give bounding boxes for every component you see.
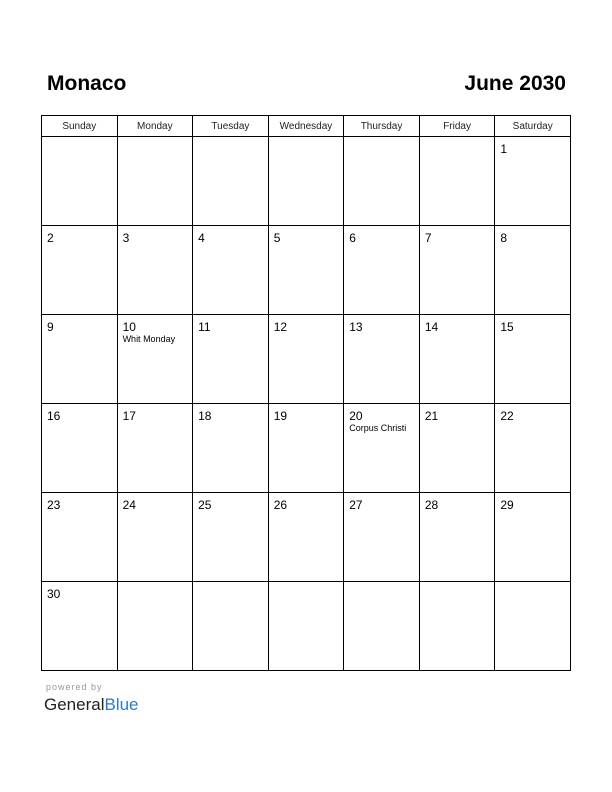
day-number: 1: [500, 142, 508, 156]
day-cell: [344, 315, 420, 404]
weekday-header: Wednesday: [268, 116, 344, 137]
week-row: [42, 137, 571, 226]
week-row: [42, 315, 571, 404]
day-number: [344, 137, 419, 142]
day-cell: [193, 315, 269, 404]
day-number: [269, 137, 344, 142]
day-number: [420, 137, 495, 142]
day-number: 23: [47, 498, 61, 512]
day-number: [42, 137, 117, 142]
powered-by-label: powered by: [46, 682, 103, 692]
day-cell: [344, 404, 420, 493]
day-number: 8: [500, 231, 508, 245]
day-number: 17: [122, 409, 136, 423]
holiday-label: Whit Monday: [122, 334, 176, 344]
day-number: [118, 137, 193, 142]
day-number: 15: [500, 320, 514, 334]
weekday-header-row: [42, 116, 571, 137]
day-number: 11: [198, 320, 211, 334]
weekday-header: Monday: [117, 116, 193, 137]
day-cell: [117, 315, 193, 404]
day-cell: [419, 493, 495, 582]
day-number: [118, 582, 193, 587]
day-cell: [419, 404, 495, 493]
brand-blue-text: Blue: [104, 695, 139, 714]
day-number: 7: [424, 231, 432, 245]
calendar-country-title: Monaco: [47, 72, 127, 95]
day-cell: [495, 315, 571, 404]
day-number: 20: [349, 409, 363, 423]
day-cell: [193, 226, 269, 315]
day-cell: [268, 582, 344, 671]
holiday-label: Corpus Christi: [349, 423, 407, 433]
weekday-header: Saturday: [495, 116, 571, 137]
day-number: 27: [349, 498, 363, 512]
day-cell: [193, 137, 269, 226]
day-number: 22: [500, 409, 514, 423]
brand-general-text: General: [44, 695, 105, 714]
weekday-header: Friday: [419, 116, 495, 137]
day-cell: [419, 582, 495, 671]
day-cell: [344, 493, 420, 582]
day-cell: [268, 226, 344, 315]
day-cell: [495, 404, 571, 493]
day-number: 3: [122, 231, 130, 245]
day-number: 18: [198, 409, 212, 423]
day-cell: [42, 315, 118, 404]
week-row: [42, 582, 571, 671]
week-row: [42, 404, 571, 493]
day-cell: [117, 582, 193, 671]
day-cell: [344, 226, 420, 315]
day-cell: [268, 137, 344, 226]
day-number: 19: [273, 409, 288, 423]
day-cell: [117, 493, 193, 582]
week-row: [42, 226, 571, 315]
day-cell: [344, 137, 420, 226]
day-number: [344, 582, 419, 587]
day-number: 13: [349, 320, 363, 334]
day-number: 9: [47, 320, 54, 334]
day-cell: [495, 582, 571, 671]
day-cell: [117, 226, 193, 315]
day-number: [269, 582, 344, 587]
day-number: [420, 582, 495, 587]
day-cell: [193, 404, 269, 493]
day-number: 30: [47, 587, 61, 601]
day-number: 12: [273, 320, 288, 334]
day-cell: [495, 226, 571, 315]
day-number: 28: [424, 498, 439, 512]
day-cell: [42, 137, 118, 226]
day-cell: [117, 137, 193, 226]
weekday-header: Thursday: [344, 116, 420, 137]
day-cell: [193, 582, 269, 671]
weekday-header: Sunday: [42, 116, 118, 137]
day-number: 2: [47, 231, 54, 245]
weekday-header: Tuesday: [193, 116, 269, 137]
calendar-grid: [41, 115, 571, 671]
day-number: 25: [198, 498, 212, 512]
day-cell: [42, 582, 118, 671]
day-number: 4: [198, 231, 205, 245]
day-cell: [268, 315, 344, 404]
day-number: 14: [424, 320, 439, 334]
day-cell: [419, 226, 495, 315]
day-number: [495, 582, 570, 587]
day-number: 6: [349, 231, 356, 245]
day-number: [193, 582, 268, 587]
day-cell: [344, 582, 420, 671]
day-cell: [42, 493, 118, 582]
day-number: 10: [122, 320, 136, 334]
day-number: 5: [273, 231, 281, 245]
day-number: 21: [424, 409, 439, 423]
day-cell: [117, 404, 193, 493]
day-number: 29: [500, 498, 514, 512]
brand-footer: [44, 682, 139, 716]
day-cell: [42, 404, 118, 493]
brand-logo: [44, 694, 139, 716]
day-number: 26: [273, 498, 288, 512]
day-cell: [495, 493, 571, 582]
day-cell: [268, 404, 344, 493]
day-cell: [193, 493, 269, 582]
week-row: [42, 493, 571, 582]
day-cell: [419, 137, 495, 226]
day-number: 16: [47, 409, 61, 423]
day-number: [193, 137, 268, 142]
day-number: 24: [122, 498, 136, 512]
day-cell: [268, 493, 344, 582]
day-cell: [419, 315, 495, 404]
day-cell: [42, 226, 118, 315]
day-cell: [495, 137, 571, 226]
calendar-month-title: June 2030: [464, 72, 566, 95]
